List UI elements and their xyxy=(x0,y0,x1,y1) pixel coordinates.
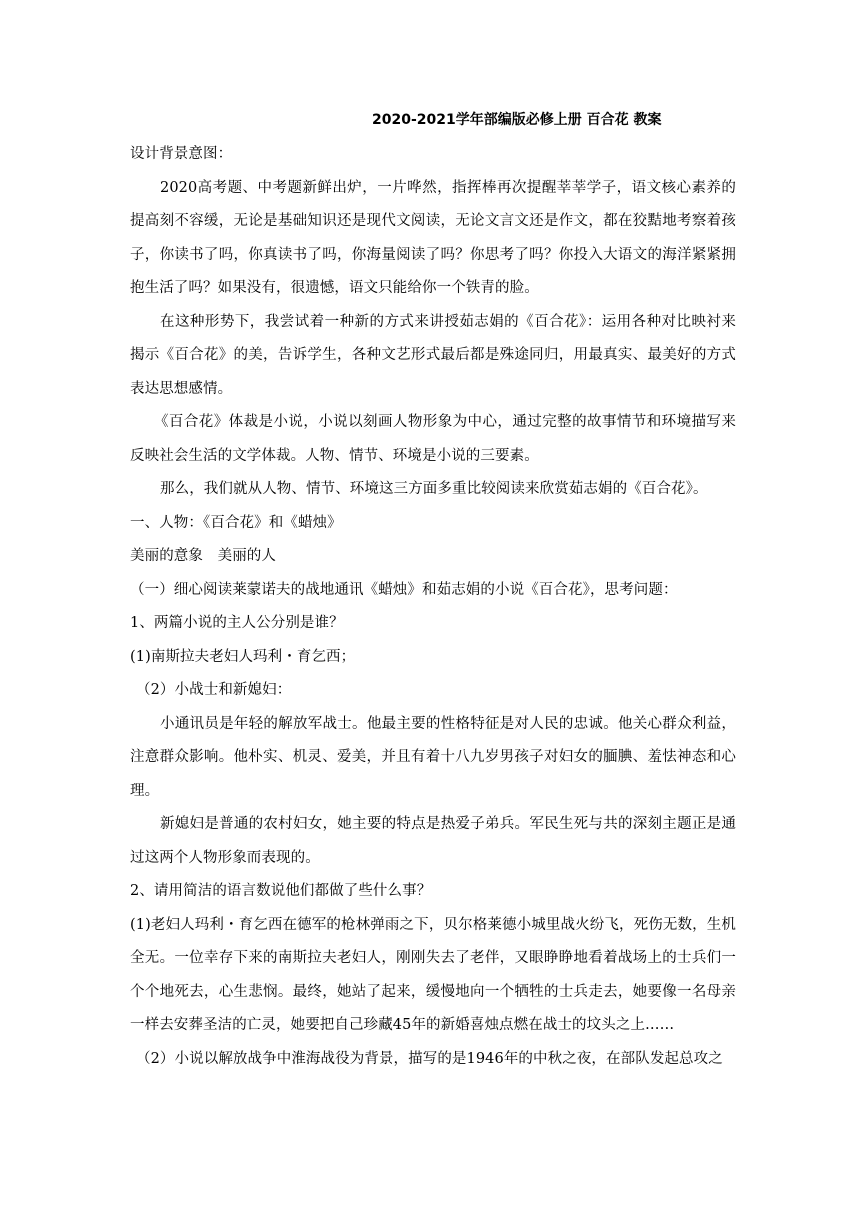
paragraph: 《百合花》体裁是小说，小说以刻画人物形象为中心，通过完整的故事情节和环境描写来反映社会生活的文学体裁。人物、情节、环境是小说的三要素。 xyxy=(130,414,736,464)
paragraph: （2）小战士和新媳妇： xyxy=(136,682,292,698)
paragraph: 2020高考题、中考题新鲜出炉，一片哗然，指挥棒再次提醒莘莘学子，语文核心素养的提高刻不容缓，无论是基础知识还是现代文阅读，无论文言文还是作文，都在狡黠地考察着孩子，你读书了吗，你真读书了吗，你海量阅读了吗？你思考了吗？你投入大语文的海洋紧紧拥抱生活了吗？如果没有，很遗憾，语文只能给你一个铁青的脸。 xyxy=(130,179,736,296)
paragraph: 2、请用简洁的语言数说他们都做了些什么事？ xyxy=(130,883,432,899)
paragraph: （2）小说以解放战争中淮海战役为背景，描写的是1946年的中秋之夜，在部队发起总攻之 xyxy=(136,1050,723,1067)
paragraph: （一）细心阅读莱蒙诺夫的战地通讯《蜡烛》和茹志娟的小说《百合花》，思考问题： xyxy=(130,581,678,598)
paragraph: 设计背景意图： xyxy=(130,146,233,162)
paragraph: 小通讯员是年轻的解放军战士。他最主要的性格特征是对人民的忠诚。他关心群众利益，注意群众影响。他朴实、机灵、爱美，并且有着十八九岁男孩子对妇女的腼腆、羞怯神态和心理。 xyxy=(130,715,736,799)
paragraph: (1)南斯拉夫老妇人玛利・育乞西； xyxy=(130,648,356,665)
paragraph: 一、人物：《百合花》和《蜡烛》 xyxy=(130,514,342,531)
paragraph: 美丽的意象 美丽的人 xyxy=(130,548,276,564)
paragraph: (1)老妇人玛利・育乞西在德军的枪林弹雨之下，贝尔格莱德小城里战火纷飞，死伤无数，生机全无。一位幸存下来的南斯拉夫老妇人，刚刚失去了老伴，又眼睁睁地看着战场上的士兵们一个个地死去，心生悲悯。最终，她站了起来，缓慢地向一个牺牲的士兵走去，她要像一名母亲一样去安葬圣洁的亡灵，她要把自己珍藏45年的新婚喜烛点燃在战士的坟头之上…… xyxy=(130,916,736,1033)
paragraph: 1、两篇小说的主人公分别是谁？ xyxy=(130,615,344,631)
paragraph: 在这种形势下，我尝试着一种新的方式来讲授茹志娟的《百合花》：运用各种对比映衬来揭示《百合花》的美，告诉学生，各种文艺形式最后都是殊途同归，用最真实、最美好的方式表达思想感情。 xyxy=(130,313,736,397)
paragraph: 那么，我们就从人物、情节、环境这三方面多重比较阅读来欣赏茹志娟的《百合花》。 xyxy=(160,481,708,497)
paragraph: 新媳妇是普通的农村妇女，她主要的特点是热爱子弟兵。军民生死与共的深刻主题正是通过这两个人物形象而表现的。 xyxy=(130,816,736,866)
document-title: 2020-2021学年部编版必修上册 百合花 教案 xyxy=(372,112,662,128)
document-body xyxy=(130,138,736,1076)
